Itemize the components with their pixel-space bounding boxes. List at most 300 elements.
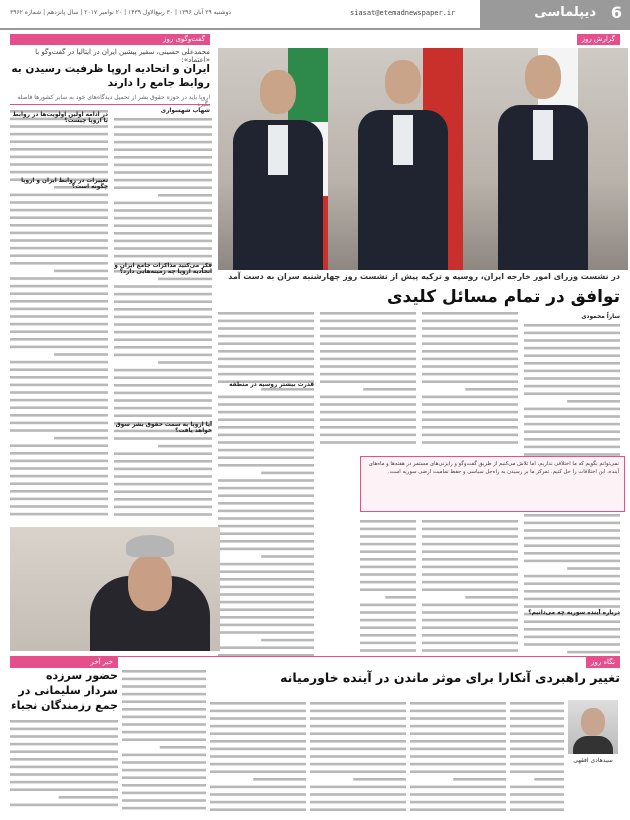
text-line: [114, 126, 212, 129]
main-story-column-2: [422, 310, 518, 450]
text-line: [410, 801, 506, 804]
text-line: [218, 358, 314, 361]
text-line: [114, 460, 212, 463]
text-line: [360, 528, 416, 531]
text-line: [10, 247, 108, 250]
text-line: [54, 270, 108, 273]
text-line: [114, 437, 212, 440]
text-line: [360, 604, 416, 607]
text-line: [510, 710, 564, 713]
text-line: [510, 748, 564, 751]
text-line: [422, 380, 518, 383]
text-line: [360, 626, 416, 629]
text-line: [10, 232, 108, 235]
text-line: [524, 544, 620, 547]
main-headline[interactable]: توافق در تمام مسائل کلیدی: [386, 287, 620, 307]
text-line: [422, 626, 518, 629]
text-line: [114, 354, 212, 357]
text-line: [10, 781, 118, 784]
left-story-lead: اروپا باید در حوزه حقوق بشر از تحمیل دیدگاه‌های خود به سایر کشورها فاصله: [17, 94, 210, 101]
left-story-q3: فکر می‌کنید مذاکرات جامع ایران و اتحادیه اروپا چه زمینه‌هایی دارد؟: [114, 263, 212, 275]
text-line: [360, 611, 416, 614]
pull-quote: نمی‌توانم بگویم که ما اختلافی نداریم، اما تلاش می‌کنیم از طریق گفت‌وگو و رایزنی‌های مستمر در هفته‌ها و ماه‌های آینده، این اختلافات را حل کنیم. تمرکز ما بر رسیدن به راه‌حل سیاسی و حفظ تمامیت ارضی سوریه است.: [360, 456, 625, 512]
text-line: [10, 384, 108, 387]
text-line: [10, 209, 108, 212]
text-line: [114, 179, 212, 182]
text-line: [524, 522, 620, 525]
text-lines: [10, 718, 118, 815]
text-line: [410, 763, 506, 766]
left-story-q2: تغییرات در روابط ایران و اروپا چگونه است؟: [21, 178, 108, 190]
text-line: [210, 732, 306, 735]
text-line: [320, 342, 416, 345]
text-line: [310, 808, 406, 811]
text-line: [360, 642, 416, 645]
text-line: [210, 717, 306, 720]
text-line: [385, 596, 416, 599]
text-line: [524, 362, 620, 365]
text-line: [114, 141, 212, 144]
text-line: [10, 285, 108, 288]
text-line: [353, 778, 406, 781]
text-line: [114, 240, 212, 243]
text-line: [360, 588, 416, 591]
text-line: [320, 358, 416, 361]
text-line: [422, 418, 518, 421]
text-line: [218, 563, 314, 566]
text-line: [122, 776, 206, 779]
text-line: [360, 535, 416, 538]
text-line: [114, 202, 212, 205]
text-line: [360, 543, 416, 546]
text-line: [10, 315, 108, 318]
text-line: [54, 437, 108, 440]
text-line: [510, 717, 564, 720]
text-line: [218, 646, 314, 649]
text-line: [422, 327, 518, 330]
text-line: [10, 788, 118, 791]
text-line: [10, 766, 118, 769]
text-line: [310, 801, 406, 804]
text-line: [410, 702, 506, 705]
text-line: [360, 649, 416, 652]
dateline: دوشنبه ۲۹ آبان ۱۳۹۶ | ۳۰ ربیع‌الاول ۱۴۳۹ | ۲۰ نوامبر ۲۰۱۷ | سال پانزدهم | شماره ۳۹۶۲: [10, 9, 232, 16]
text-line: [453, 778, 506, 781]
text-line: [465, 596, 518, 599]
text-line: [10, 148, 108, 151]
text-line: [422, 403, 518, 406]
text-line: [320, 418, 416, 421]
text-line: [524, 605, 620, 608]
text-line: [10, 201, 108, 204]
text-line: [510, 770, 564, 773]
text-line: [261, 472, 314, 475]
text-line: [114, 171, 212, 174]
person-middle: [353, 60, 453, 270]
text-line: [122, 807, 206, 810]
page-header: [0, 0, 630, 28]
text-line: [320, 403, 416, 406]
bottom-left-column: [10, 718, 118, 815]
text-line: [114, 209, 212, 212]
text-line: [114, 156, 212, 159]
text-line: [218, 456, 314, 459]
text-line: [422, 604, 518, 607]
text-line: [218, 418, 314, 421]
tag-bottom-left: خبر آخر: [10, 657, 118, 668]
text-line: [10, 391, 108, 394]
text-line: [218, 608, 314, 611]
text-line: [218, 312, 314, 315]
text-line: [114, 452, 212, 455]
text-line: [465, 388, 518, 391]
text-line: [320, 312, 416, 315]
main-story-column-6: [360, 518, 416, 658]
text-line: [320, 411, 416, 414]
text-line: [122, 784, 206, 787]
text-line: [114, 293, 212, 296]
text-line: [320, 396, 416, 399]
text-line: [310, 732, 406, 735]
text-line: [10, 804, 118, 807]
text-line: [114, 133, 212, 136]
text-line: [114, 483, 212, 486]
text-line: [410, 793, 506, 796]
person-left: [228, 70, 328, 270]
text-line: [10, 171, 108, 174]
text-line: [122, 731, 206, 734]
text-line: [524, 430, 620, 433]
text-line: [510, 801, 564, 804]
text-line: [210, 801, 306, 804]
text-line: [10, 773, 118, 776]
text-line: [218, 411, 314, 414]
text-line: [360, 520, 416, 523]
text-line: [410, 710, 506, 713]
text-lines: [210, 700, 306, 815]
left-story-column-1: [10, 108, 108, 520]
text-line: [524, 415, 620, 418]
text-line: [122, 754, 206, 757]
text-line: [422, 649, 518, 652]
text-line: [524, 408, 620, 411]
text-line: [210, 702, 306, 705]
text-line: [320, 373, 416, 376]
text-line: [218, 441, 314, 444]
text-line: [114, 148, 212, 151]
text-line: [10, 376, 108, 379]
text-line: [10, 368, 108, 371]
text-line: [114, 392, 212, 395]
text-line: [218, 350, 314, 353]
text-line: [567, 567, 620, 570]
text-line: [524, 560, 620, 563]
text-line: [410, 740, 506, 743]
text-line: [360, 573, 416, 576]
text-line: [218, 586, 314, 589]
text-line: [524, 643, 620, 646]
text-line: [261, 639, 314, 642]
text-line: [422, 396, 518, 399]
bottom-right-column-1: [510, 700, 564, 815]
text-line: [524, 446, 620, 449]
portrait-hair: [126, 535, 174, 557]
bottom-right-column-4: [210, 700, 306, 815]
text-line: [253, 778, 306, 781]
header-divider: [0, 28, 630, 30]
text-line: [218, 335, 314, 338]
text-line: [218, 624, 314, 627]
text-line: [320, 350, 416, 353]
text-line: [114, 490, 212, 493]
text-line: [218, 449, 314, 452]
text-lines: [422, 310, 518, 450]
page-number: 6: [610, 3, 622, 22]
text-line: [310, 793, 406, 796]
text-line: [10, 277, 108, 280]
main-story-column-4: [218, 310, 314, 660]
text-line: [567, 651, 620, 654]
ambassador-photo: [10, 527, 220, 651]
text-line: [10, 720, 118, 723]
left-story-headline[interactable]: ایران و اتحادیه اروپا ظرفیت رسیدن به روابط جامع را دارند: [11, 63, 210, 89]
text-line: [59, 796, 118, 799]
text-line: [210, 755, 306, 758]
left-story-byline: شهاب شهسواری: [160, 108, 210, 114]
text-line: [524, 620, 620, 623]
text-line: [310, 710, 406, 713]
text-line: [218, 510, 314, 513]
text-lines: [10, 108, 108, 520]
text-line: [210, 763, 306, 766]
text-line: [524, 582, 620, 585]
text-line: [10, 254, 108, 257]
text-line: [114, 118, 212, 121]
text-line: [114, 247, 212, 250]
text-line: [422, 642, 518, 645]
text-line: [320, 380, 416, 383]
section-banner: [480, 0, 630, 28]
text-line: [410, 770, 506, 773]
text-line: [158, 194, 212, 197]
text-line: [422, 573, 518, 576]
text-line: [310, 748, 406, 751]
text-line: [158, 278, 212, 281]
text-line: [10, 406, 108, 409]
text-line: [510, 725, 564, 728]
text-line: [218, 464, 314, 467]
text-line: [524, 332, 620, 335]
text-line: [10, 330, 108, 333]
text-line: [114, 338, 212, 341]
text-line: [210, 725, 306, 728]
text-line: [422, 550, 518, 553]
text-line: [10, 262, 108, 265]
left-story-q4: آیا اروپا به سمت حقوق بشر سوق خواهد یافت؟: [115, 422, 212, 434]
text-line: [10, 482, 108, 485]
text-line: [422, 373, 518, 376]
text-line: [360, 634, 416, 637]
text-line: [218, 548, 314, 551]
text-line: [218, 532, 314, 535]
bottom-right-column-5: [122, 668, 206, 815]
text-line: [524, 423, 620, 426]
author-name: سیدهادی افقهی: [573, 757, 613, 764]
text-line: [10, 224, 108, 227]
text-line: [410, 732, 506, 735]
text-line: [310, 702, 406, 705]
text-line: [158, 361, 212, 364]
text-line: [422, 434, 518, 437]
text-line: [360, 550, 416, 553]
text-line: [422, 611, 518, 614]
text-lines: [122, 668, 206, 815]
bottom-right-column-3: [310, 700, 406, 815]
text-lines: [360, 518, 416, 658]
text-line: [422, 581, 518, 584]
text-line: [218, 487, 314, 490]
text-line: [210, 710, 306, 713]
text-line: [122, 685, 206, 688]
text-line: [422, 543, 518, 546]
text-line: [122, 799, 206, 802]
text-line: [122, 723, 206, 726]
text-lines: [410, 700, 506, 815]
text-line: [320, 365, 416, 368]
text-line: [524, 377, 620, 380]
text-lines: [310, 700, 406, 815]
text-line: [218, 616, 314, 619]
text-line: [122, 700, 206, 703]
website-link[interactable]: siasat@etemadnewspaper.ir: [350, 9, 456, 17]
text-line: [114, 255, 212, 258]
text-line: [422, 312, 518, 315]
text-line: [10, 414, 108, 417]
text-line: [524, 339, 620, 342]
text-line: [210, 793, 306, 796]
text-lines: [114, 116, 212, 520]
text-line: [410, 786, 506, 789]
text-line: [524, 628, 620, 631]
text-line: [422, 619, 518, 622]
left-story-divider: [10, 104, 210, 105]
text-line: [524, 537, 620, 540]
text-line: [10, 133, 108, 136]
main-story-column-5: [422, 518, 518, 658]
text-line: [210, 748, 306, 751]
text-line: [218, 601, 314, 604]
text-line: [218, 342, 314, 345]
text-line: [410, 748, 506, 751]
tag-bottom-right: نگاه روز: [586, 657, 620, 668]
text-line: [422, 441, 518, 444]
text-line: [114, 384, 212, 387]
text-line: [422, 558, 518, 561]
text-line: [10, 292, 108, 295]
text-lines: [510, 700, 564, 815]
text-line: [422, 342, 518, 345]
text-line: [160, 746, 206, 749]
text-line: [360, 581, 416, 584]
text-line: [510, 740, 564, 743]
text-line: [10, 308, 108, 311]
text-line: [158, 445, 212, 448]
text-line: [114, 414, 212, 417]
text-line: [114, 224, 212, 227]
photo-caption: در نشست وزرای امور خارجه ایران، روسیه و ترکیه پیش از نشست روز چهارشنبه سران به دست آمد: [228, 272, 620, 281]
text-line: [210, 786, 306, 789]
text-line: [218, 396, 314, 399]
text-line: [218, 570, 314, 573]
author-photo: [568, 700, 618, 754]
text-line: [10, 498, 108, 501]
text-line: [218, 479, 314, 482]
text-line: [114, 232, 212, 235]
text-line: [114, 346, 212, 349]
text-line: [510, 732, 564, 735]
text-line: [524, 598, 620, 601]
text-line: [422, 320, 518, 323]
bottom-left-headline[interactable]: حضور سرزده سردار سلیمانی در جمع رزمندگان نجباء: [10, 669, 118, 712]
text-line: [10, 735, 118, 738]
text-line: [122, 761, 206, 764]
text-line: [10, 300, 108, 303]
text-line: [320, 327, 416, 330]
text-line: [114, 186, 212, 189]
text-line: [422, 365, 518, 368]
text-line: [122, 769, 206, 772]
text-line: [218, 403, 314, 406]
bottom-right-headline[interactable]: تغییر راهبردی آنکارا برای موثر ماندن در آینده خاورمیانه: [280, 670, 620, 685]
ministers-photo: [218, 48, 628, 270]
text-line: [524, 370, 620, 373]
text-line: [410, 725, 506, 728]
text-line: [218, 517, 314, 520]
text-line: [114, 300, 212, 303]
text-line: [320, 426, 416, 429]
text-line: [534, 778, 564, 781]
text-line: [10, 422, 108, 425]
text-line: [10, 140, 108, 143]
text-line: [320, 434, 416, 437]
text-line: [510, 786, 564, 789]
text-line: [10, 513, 108, 516]
text-line: [360, 558, 416, 561]
text-line: [422, 588, 518, 591]
text-line: [122, 708, 206, 711]
text-line: [122, 716, 206, 719]
tag-left-top: گفت‌وگوی روز: [10, 34, 210, 45]
text-line: [310, 786, 406, 789]
text-line: [218, 578, 314, 581]
text-line: [524, 392, 620, 395]
text-line: [422, 350, 518, 353]
text-line: [114, 407, 212, 410]
main-byline: ساراً محمودی: [581, 314, 620, 320]
text-line: [422, 358, 518, 361]
text-line: [10, 194, 108, 197]
text-line: [122, 670, 206, 673]
main-story-column-3: [320, 310, 416, 450]
text-line: [114, 376, 212, 379]
text-line: [10, 505, 108, 508]
text-line: [218, 494, 314, 497]
text-line: [10, 429, 108, 432]
text-line: [310, 740, 406, 743]
text-line: [524, 575, 620, 578]
text-line: [524, 347, 620, 350]
text-line: [524, 438, 620, 441]
